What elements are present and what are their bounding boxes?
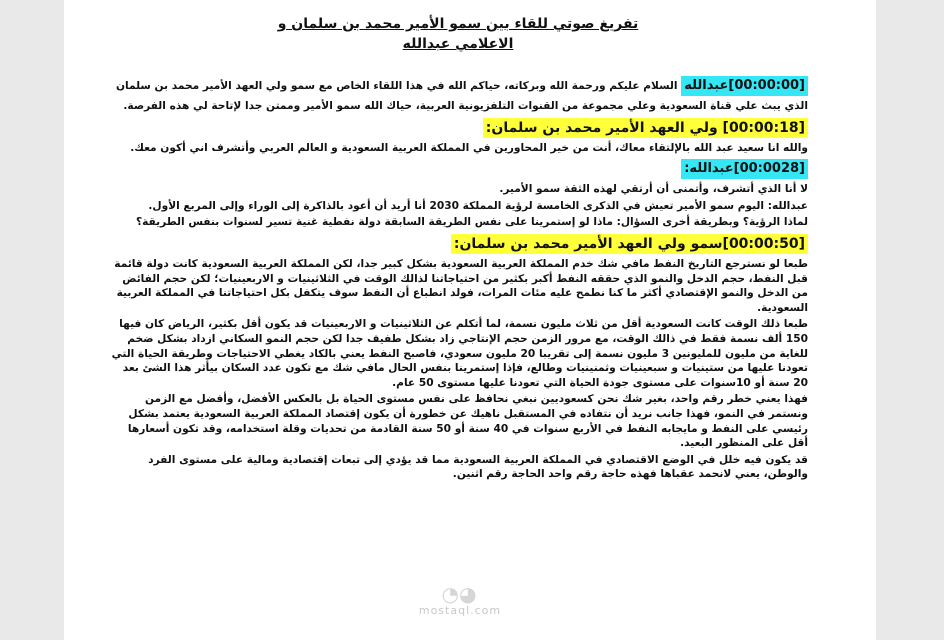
section-4-paragraph-4: قد يكون فيه خلل في الوضع الاقتصادي في المملكة العربية السعودية مما قد يؤدي إلى تبعات إقتصادية ومالية على مستوى الفرد والوطن، يعني لانحمد عقباها فهذه حاجة رقم واحد الحاجة رقم اثنين. xyxy=(148,453,808,481)
section-1-text: السلام عليكم ورحمة الله وبركاته، حياكم الله في هذا اللقاء الخاص مع سمو ولي العهد الأمير محمد بن سلمان الذي يبث علي قناة السعودية وعلي مجموعة من القنوات التلفزيونية العربية، حياك الله سمو الأمير وممتن جدا لإتاحة لي هذه الفرصة. xyxy=(115,80,808,112)
document-title xyxy=(108,14,808,54)
document-content xyxy=(108,14,808,484)
section-2-text: والله انا سعيد عبد الله بالإلتقاء معاك، أنت من خير المحاورين في المملكة العربية السعودية و العالم العربي وأتشرف اني أكون معك. xyxy=(130,141,808,154)
title-line-1: تفريغ صوتي للقاء بين سمو الأمير محمد بن سلمان و xyxy=(277,16,639,32)
document-page xyxy=(64,0,876,640)
watermark-logo-icon: ◔◕ xyxy=(441,582,477,606)
timestamp-header-crown-prince-1: [00:00:18] ولي العهد الأمير محمد بن سلمان: xyxy=(483,118,808,138)
section-3-paragraph-2: عبدالله: اليوم سمو الأمير تعيش في الذكرى الخامسة لرؤية المملكة 2030 أنا أريد أن أعود بالذاكرة إلى الوراء وإلى المربع الأول. xyxy=(148,199,808,212)
timestamp-header-crown-prince-2: [00:00:50]سمو ولي العهد الأمير محمد بن سلمان: xyxy=(451,234,808,254)
timestamp-header-abdullah-1: [00:00:00]عبدالله xyxy=(681,76,808,96)
section-4-paragraph-1: طبعا لو نسترجع التاريخ النفط مافي شك خدم المملكة العربية السعودية بشكل كبير جدا، لكن المملكة العربية السعودية كانت دولة قائمة قبل النفط، حجم الدخل والنمو الذي حققه النفط أكبر بكثير من احتياجاتنا لذالك الوقت في الثلاثينيات و الاربعينيات؛ لكن حجم الفائض من الدخل والنمو الإقتصادي أكثر ما كنا نطمح عليه مئات المرات، فولد انطباع أن النفط سوف يتكفل بكل احتياجاتنا في المملكة العربية السعودية. xyxy=(114,257,808,314)
title-line-2: الاعلامي عبدالله xyxy=(402,36,514,52)
watermark-text: mostaql.com xyxy=(418,604,502,617)
section-1 xyxy=(108,74,808,114)
timestamp-header-abdullah-2: [00:0028]عبدالله: xyxy=(681,159,808,179)
section-4-paragraph-2: طبعا ذلك الوقت كانت السعودية أقل من ثلاث مليون نسمة، لما أتكلم عن الثلاثينيات و الاربعينيات قد يكون أقل بكثير، الرياض كان فيها 150 ألف نسمة فقط في ذالك الوقت، مع مرور الزمن حجم الإنتاجي زاد بشكل طفيف جدا لكن حجم النمو السكاني ازداد بشكل ضخم للغاية من مليون للمليونين 3 مليون نسمة إلى تقريبا 20 مليون سعودي، فاصبح النفط يعني بالكاد يغطي الاحتياجات وطريقة الحياة التي تعودنا عليها من ستينيات و سبعينيات وثمنينيات وطالع، فإذا إستمرينا بنفس الحال مافي شك مع تكون عدد السكان بيأثر هذا الشئ بعد 20 سنة أو 10سنوات على مستوى جودة الحياة التي تعودنا عليها مستوى 50 عام. xyxy=(111,318,808,389)
section-4-paragraph-3: فهذا يعني خطر رقم واحد، بغير شك نحن كسعوديين نبغي نحافظ على نفس مستوى الحياة بل بالعكس الأفضل، وأفضل مع الزمن ونستمر في النمو، فهذا جانب نريد أن نتفاده في المستقبل ناهيك عن خطورة أن يكون إقتصاد المملكة العربية السعودية يعتمد بشكل رئيسي على النفط و مايجابه النفط في الأربع سنوات في 40 سنة أو 50 سنة القادمة من تحديات وقلة استخدامه، وقد تكون أسعارها أقل على المنظور البعيد. xyxy=(127,393,808,450)
section-3-paragraph-1: لا أنا الذي أتشرف، وأتمنى أن أرتقي لهذه الثقة سمو الأمير. xyxy=(499,183,808,196)
section-3-paragraph-3: لماذا الرؤية؟ وبطريقة أخرى السؤال: ماذا لو إستمرينا على نفس الطريقة السابقة دولة نفطية غنية تسير لسنوات بنفس الطريقة؟ xyxy=(135,216,808,229)
